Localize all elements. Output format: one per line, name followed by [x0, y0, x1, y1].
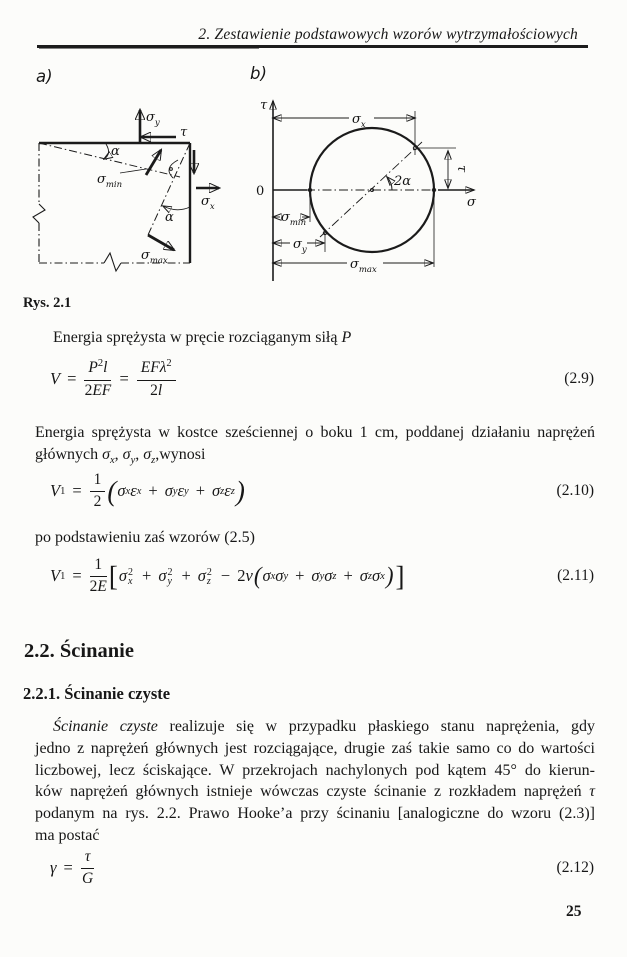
svg-text:2α: 2α: [394, 174, 412, 189]
svg-text:σmax: $\sigma_{max}$: [141, 248, 168, 266]
equation-number: (2.12): [556, 859, 594, 876]
svg-text:σx: $\sigma_x$: [201, 194, 215, 212]
svg-text:σmax: $\sigma_{max}$: [350, 257, 377, 275]
equation-2-11: V 1 = $\frac{1}{2E}$ [ σ 2 x + σ 2 y + σ 2 z − 2 ν ( σ x σ y + σ y σ z + σ z σ x ) ] (2.11): [50, 556, 594, 595]
svg-text:σmin: $\sigma_{min}$: [281, 210, 307, 228]
substitution-sentence: po podstawieniu zaś wzorów (2.5): [35, 529, 255, 546]
intro-sentence: Energia sprężysta w pręcie rozciąganym siłą P: [53, 329, 352, 346]
svg-text:α: α: [165, 210, 174, 225]
two-alpha-arc: [387, 177, 392, 190]
subsection-heading-2-2-1: 2.2.1. Ścinanie czyste: [23, 684, 171, 703]
equation-number: (2.9): [564, 370, 594, 387]
figure-caption: Rys. 2.1: [23, 295, 72, 311]
svg-text:0: 0: [256, 184, 265, 199]
svg-text:τ: τ: [454, 165, 469, 173]
figure-b-label: b): [250, 64, 267, 83]
right-angle-arc: [169, 160, 178, 178]
svg-text:τ: τ: [180, 125, 188, 140]
stress-element-diagram: [20, 60, 242, 292]
running-header: [0, 26, 578, 44]
equation-2-10: V 1 = $\frac{1}{2}$ ( σ x ε x + σ y ε y + σ z ε z ) (2.10): [50, 471, 594, 510]
svg-text:σy: $\sigma_y$: [146, 110, 160, 128]
mohr-circle-diagram: [250, 85, 495, 297]
svg-text:σ: σ: [467, 195, 476, 210]
equation-number: (2.11): [557, 567, 594, 584]
principal-axis-min: [39, 143, 180, 177]
svg-text:σy: $\sigma_y$: [293, 237, 307, 255]
svg-text:α: α: [111, 144, 120, 159]
svg-text:σx: $\sigma_x$: [352, 112, 366, 130]
force-symbol: P: [341, 329, 352, 346]
equation-2-12: γ = $\frac{\tau}{G}$ (2.12): [50, 848, 594, 887]
element-outline: [33, 143, 190, 271]
pure-shear-paragraph: Ścinanie czyste realizuje się w przypadku płaskiego stanu naprężenia, gdy jedno z naprężeń głównych jest rozciągające, drugie zaś takie samo co do wartości liczbowej, lecz ściskające. W przekrojach nachylonych pod kątem 45° do kierun- ków naprężeń głównych istnieje wówczas czyste ścinanie z rozkładem naprężeń τ podanym na rys. 2.2. Prawo Hooke’a przy ścinaniu [analogiczne do wzoru (2.3)] ma postać: [35, 718, 596, 844]
header-rule: [37, 45, 588, 48]
emphasized-term: Ścinanie czyste: [53, 718, 158, 735]
tau-symbol: τ: [589, 783, 595, 801]
page-number: 25: [566, 903, 582, 920]
cube-energy-paragraph: Energia sprężysta w kostce sześciennej o boku 1 cm, poddanej działaniu naprężeń głównych $\sigma_x$, $\sigma_y$, $\sigma_z,wynosi$: [35, 424, 595, 466]
svg-text:τ: τ: [260, 98, 268, 113]
figure-a-label: a): [36, 67, 53, 86]
running-header-title: 2. Zestawienie podstawowych wzorów wytrzymałościowych: [198, 26, 578, 43]
sigma-max-arrow: [148, 235, 174, 250]
svg-text:σmin: $\sigma_{min}$: [97, 172, 123, 190]
equation-2-9: V = $\frac{P^2l}{2EF}$ = $\frac{EF\lambda^2}{2l}$ (2.9): [50, 358, 594, 399]
sigma-min-arrow: [146, 150, 161, 175]
alpha-arc-top: [104, 144, 109, 159]
sigma-min-leader: [120, 169, 146, 173]
section-heading-2-2: 2.2. Ścinanie: [24, 640, 134, 662]
equation-number: (2.10): [556, 482, 594, 499]
